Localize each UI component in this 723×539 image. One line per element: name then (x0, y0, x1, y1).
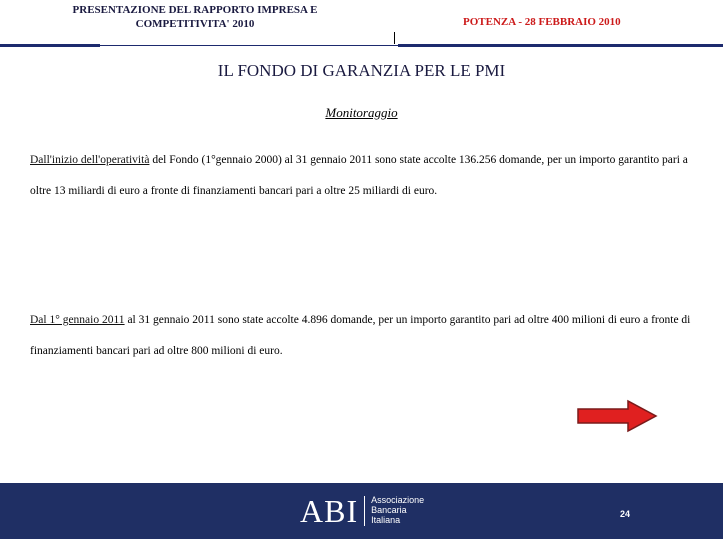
paragraph-cumulative (30, 145, 700, 207)
paragraph-january-text: al 31 gennaio 2011 sono state accolte 4.896 domande, per un importo garantito pari ad oltre 400 milioni di euro a fronte di finanziamenti bancari pari ad oltre 800 milioni di euro. (30, 314, 691, 357)
header-presentation-title (30, 3, 360, 31)
page-number: 24 (620, 509, 631, 519)
slide-title: IL FONDO DI GARANZIA PER LE PMI (217, 61, 506, 80)
header-title-line2: COMPETITIVITA' 2010 (135, 18, 255, 30)
abi-logo-divider (364, 496, 365, 526)
abi-logo-line3: Italiana (371, 515, 401, 525)
paragraph-cumulative-link[interactable]: Dall'inizio dell'operatività (30, 154, 150, 166)
paragraph-january (30, 305, 700, 367)
abi-logo-line2: Bancaria (371, 505, 407, 515)
header-title-line1: PRESENTAZIONE DEL RAPPORTO IMPRESA E (72, 4, 318, 16)
header-rule (100, 45, 398, 46)
right-arrow-icon[interactable] (576, 399, 658, 438)
abi-logo-mark: ABI (300, 493, 359, 529)
footer-bar (0, 483, 723, 539)
abi-logo (300, 495, 424, 527)
header-bar-left (0, 44, 100, 47)
header-event-date: POTENZA - 28 FEBBRAIO 2010 (463, 16, 621, 28)
abi-logo-text (371, 495, 424, 525)
header-bar-right (398, 44, 723, 47)
paragraph-january-link[interactable]: Dal 1° gennaio 2011 (30, 314, 125, 326)
slide-subtitle: Monitoraggio (325, 105, 398, 120)
abi-logo-line1: Associazione (371, 495, 425, 505)
paragraph-cumulative-text: del Fondo (1°gennaio 2000) al 31 gennaio 2011 sono state accolte 136.256 domande, per un importo garantito pari a oltre 13 miliardi di euro a fronte di finanziamenti bancari pari a oltre 25 miliardi di euro. (30, 154, 688, 197)
header-divider (394, 32, 395, 44)
